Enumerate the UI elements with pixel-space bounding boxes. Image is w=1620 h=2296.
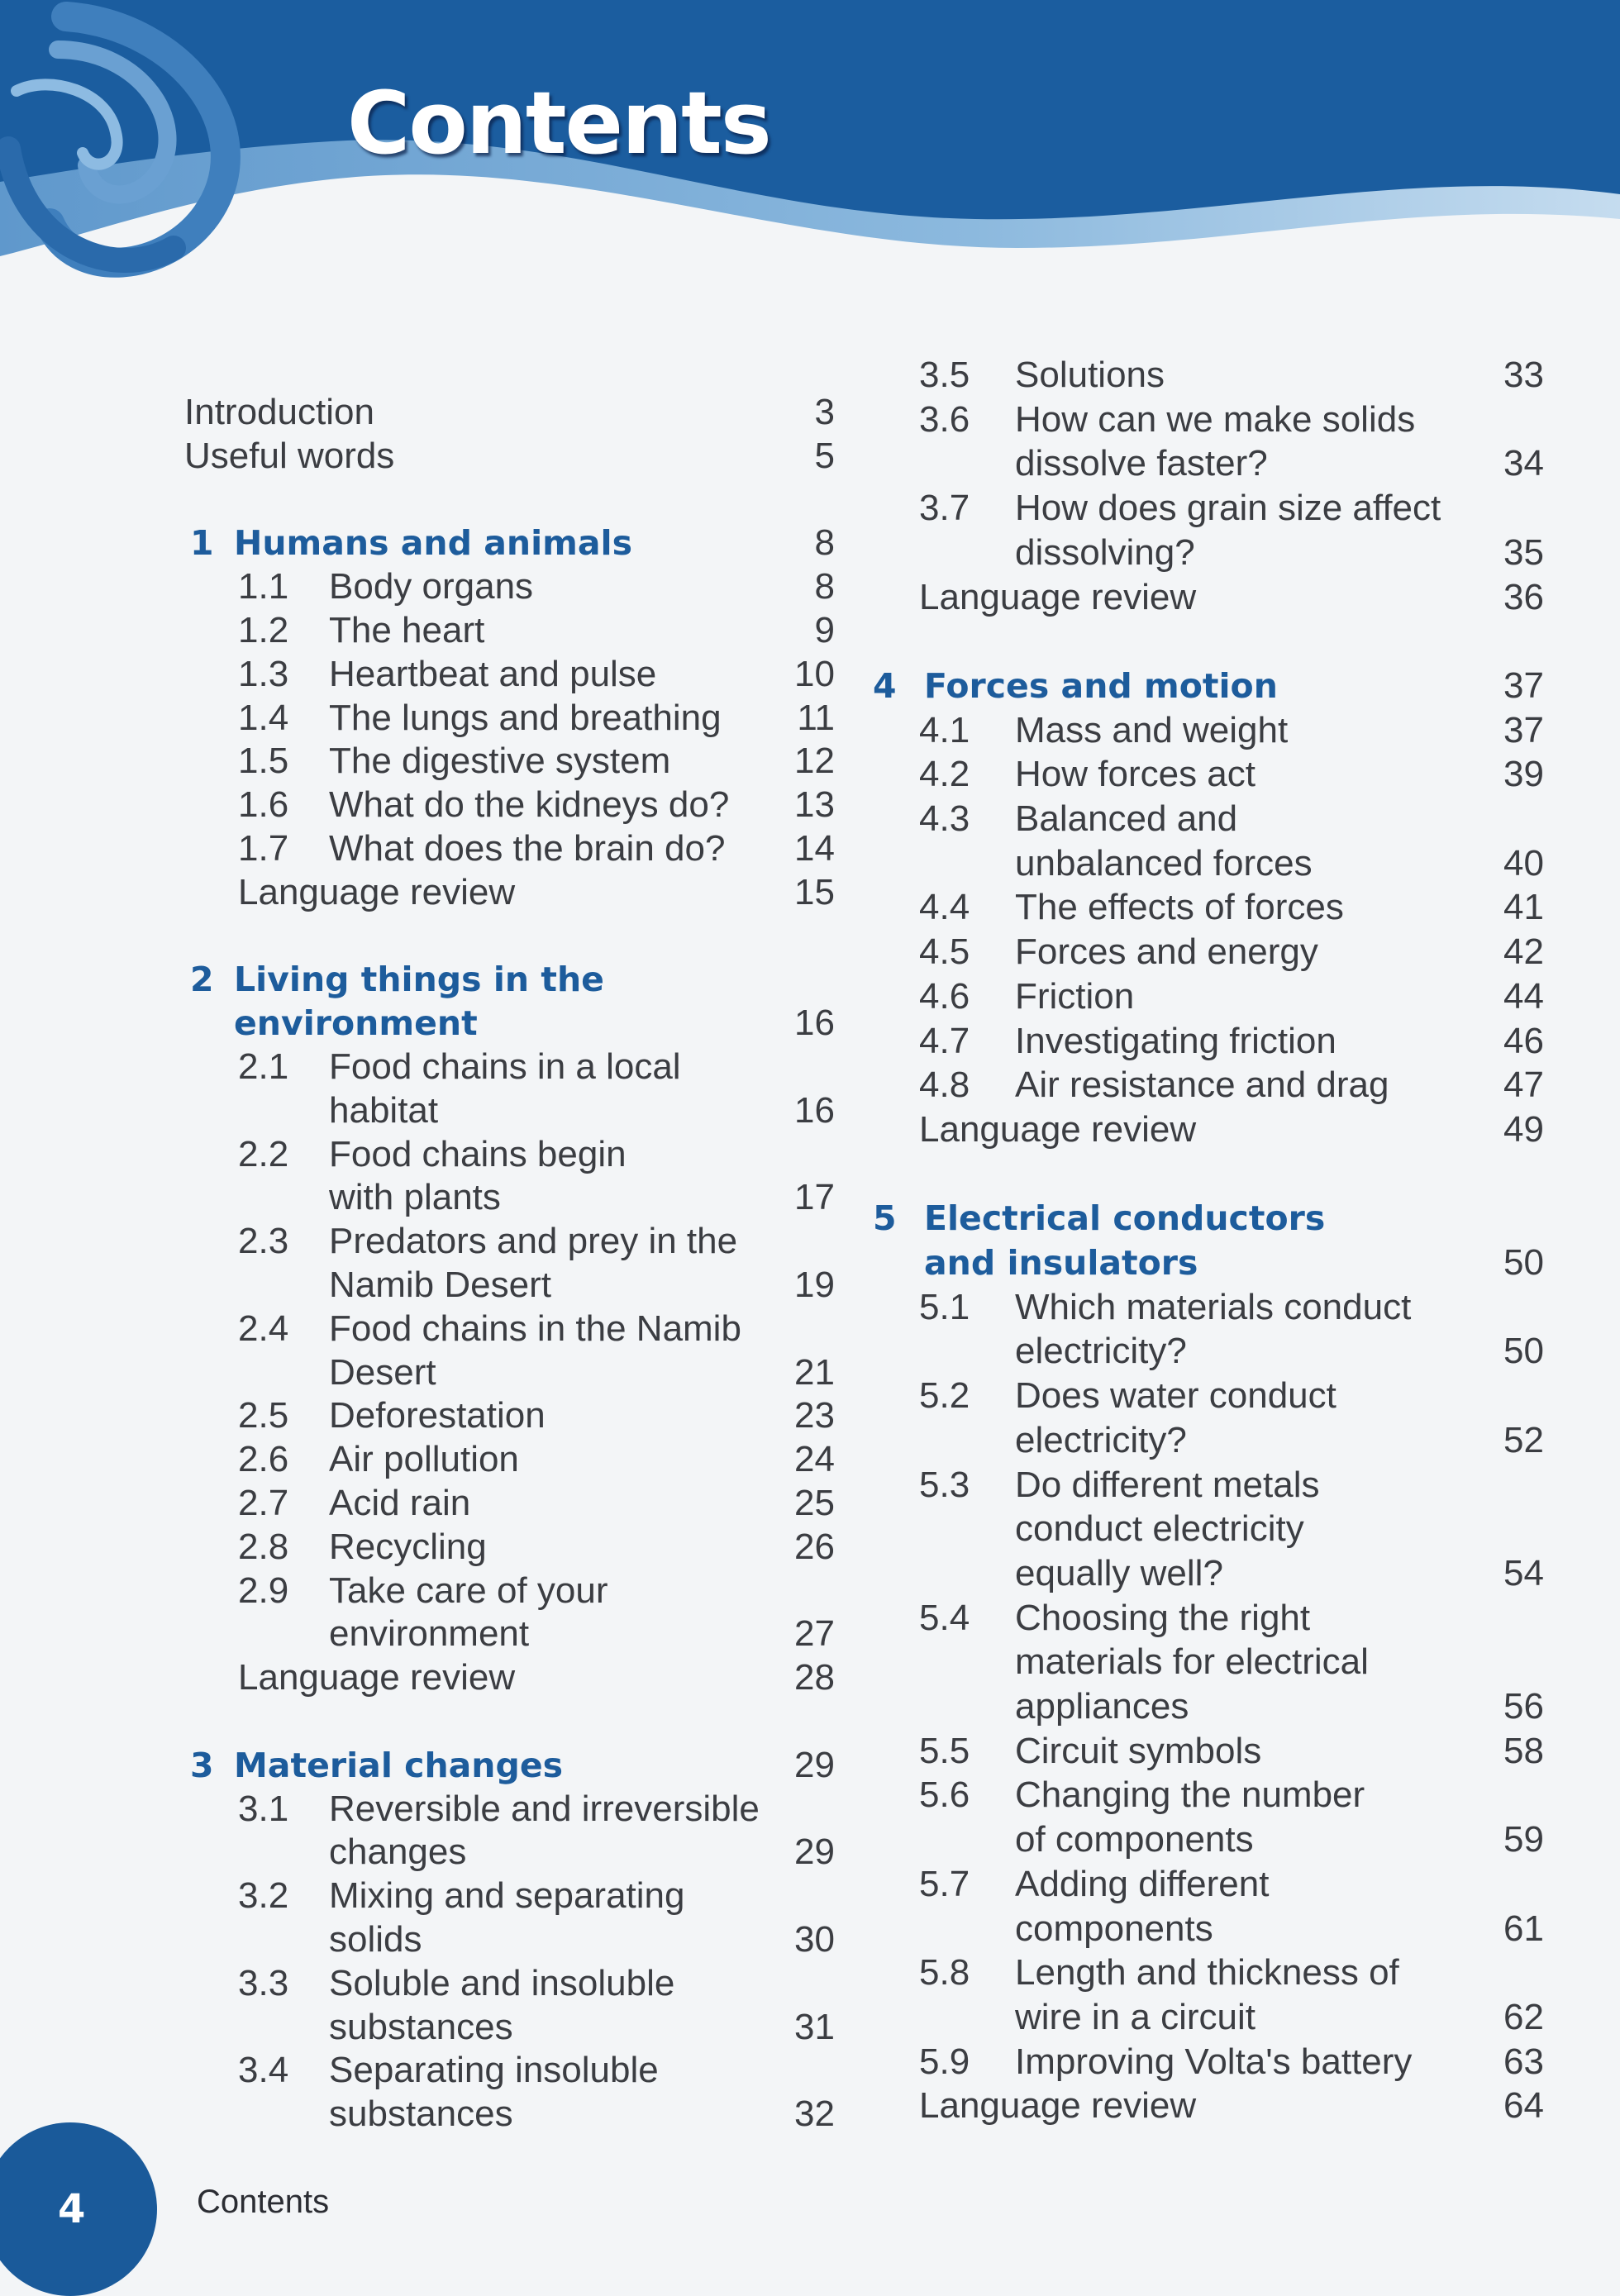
- page-number-ref: 40: [1503, 843, 1544, 884]
- page-number-ref: 36: [1503, 577, 1544, 617]
- page-number-ref: 33: [1503, 355, 1544, 395]
- section-number: 5.9: [919, 2041, 970, 2082]
- language-review-link[interactable]: Language review: [919, 577, 1197, 617]
- section-number: 3.5: [919, 355, 970, 395]
- section-number: 3.2: [238, 1875, 289, 1916]
- chapter-title[interactable]: Living things in the: [234, 960, 604, 999]
- toc-entry-title[interactable]: Reversible and irreversible: [329, 1789, 760, 1829]
- section-number: 3.6: [919, 399, 970, 440]
- section-number: 1.2: [238, 610, 289, 650]
- section-number: 1.5: [238, 741, 289, 781]
- section-number: 2.3: [238, 1221, 289, 1261]
- chapter-title[interactable]: Material changes: [234, 1746, 564, 1785]
- page-number-ref: 35: [1503, 532, 1544, 573]
- section-number: 2.6: [238, 1439, 289, 1479]
- page-number-ref: 13: [794, 784, 835, 825]
- page-number-ref: 12: [794, 741, 835, 781]
- toc-entry-title[interactable]: Does water conduct: [1015, 1375, 1336, 1416]
- chapter-title[interactable]: environment: [234, 1003, 478, 1043]
- toc-entry-title[interactable]: Balanced and: [1015, 798, 1238, 839]
- toc-entry-title[interactable]: appliances: [1015, 1686, 1189, 1727]
- toc-entry-title[interactable]: The effects of forces: [1015, 887, 1344, 927]
- page-number-ref: 58: [1503, 1731, 1544, 1771]
- toc-entry-title[interactable]: substances: [329, 2007, 513, 2047]
- toc-entry-title[interactable]: of components: [1015, 1819, 1254, 1860]
- page-number-ref: 39: [1503, 754, 1544, 794]
- section-number: 2.5: [238, 1395, 289, 1436]
- chapter-number: 4: [873, 666, 897, 706]
- page-number-ref: 37: [1503, 710, 1544, 750]
- section-number: 3.1: [238, 1789, 289, 1829]
- toc-entry-title[interactable]: with plants: [329, 1177, 501, 1217]
- section-number: 5.6: [919, 1774, 970, 1815]
- page-number-ref: 25: [794, 1483, 835, 1523]
- toc-entry-title[interactable]: Acid rain: [329, 1483, 471, 1523]
- chapter-number: 1: [190, 523, 214, 563]
- page-number-ref: 21: [794, 1352, 835, 1393]
- page-number-ref: 46: [1503, 1021, 1544, 1061]
- chapter-number: 5: [873, 1198, 897, 1238]
- page-number-ref: 28: [794, 1657, 835, 1698]
- page-number-ref: 59: [1503, 1819, 1544, 1860]
- toc-entry-title[interactable]: What does the brain do?: [329, 828, 726, 869]
- section-number: 3.4: [238, 2050, 289, 2090]
- section-number: 3.3: [238, 1963, 289, 2003]
- toc-entry-title[interactable]: Separating insoluble: [329, 2050, 659, 2090]
- page-number-ref: 42: [1503, 931, 1544, 972]
- section-number: 2.9: [238, 1570, 289, 1611]
- toc-entry-title[interactable]: Adding different: [1015, 1864, 1270, 1904]
- toc-entry-title[interactable]: Mass and weight: [1015, 710, 1289, 750]
- page-number-ref: 32: [794, 2094, 835, 2134]
- language-review-link[interactable]: Language review: [919, 2085, 1197, 2126]
- toc-entry-title[interactable]: Food chains begin: [329, 1134, 627, 1174]
- toc-entry-title[interactable]: Choosing the right: [1015, 1598, 1311, 1638]
- chapter-title[interactable]: Humans and animals: [234, 523, 632, 563]
- toc-entry-title[interactable]: components: [1015, 1908, 1213, 1949]
- toc-entry-title[interactable]: materials for electrical: [1015, 1641, 1369, 1682]
- toc-entry-title[interactable]: unbalanced forces: [1015, 843, 1313, 884]
- page-number-ref: 50: [1503, 1331, 1544, 1371]
- toc-entry-title[interactable]: How does grain size affect: [1015, 488, 1441, 528]
- section-number: 4.1: [919, 710, 970, 750]
- toc-entry-title[interactable]: Circuit symbols: [1015, 1731, 1262, 1771]
- page-number-ref: 61: [1503, 1908, 1544, 1949]
- section-number: 4.2: [919, 754, 970, 794]
- toc-entry-title[interactable]: conduct electricity: [1015, 1508, 1304, 1549]
- page-number-ref: 44: [1503, 976, 1544, 1017]
- page-number-ref: 64: [1503, 2085, 1544, 2126]
- toc-entry-title[interactable]: Which materials conduct: [1015, 1287, 1412, 1327]
- section-number: 1.1: [238, 566, 289, 607]
- toc-entry-title[interactable]: Mixing and separating: [329, 1875, 685, 1916]
- header-wave-banner: [0, 0, 1620, 347]
- toc-entry-title[interactable]: What do the kidneys do?: [329, 784, 730, 825]
- toc-entry-title[interactable]: Friction: [1015, 976, 1135, 1017]
- toc-entry-title[interactable]: changes: [329, 1832, 467, 1872]
- section-number: 5.2: [919, 1375, 970, 1416]
- chapter-title[interactable]: Electrical conductors: [924, 1198, 1326, 1238]
- section-number: 2.2: [238, 1134, 289, 1174]
- toc-entry-title[interactable]: Forces and energy: [1015, 931, 1318, 972]
- chapter-title[interactable]: Forces and motion: [924, 666, 1278, 706]
- section-number: 4.3: [919, 798, 970, 839]
- toc-entry-title[interactable]: Take care of your: [329, 1570, 608, 1611]
- page-number-ref: 41: [1503, 887, 1544, 927]
- toc-entry-title[interactable]: Solutions: [1015, 355, 1165, 395]
- page-number-ref: 63: [1503, 2041, 1544, 2082]
- page-number-ref: 52: [1503, 1420, 1544, 1460]
- page-number-ref: 56: [1503, 1686, 1544, 1727]
- toc-entry-title[interactable]: The lungs and breathing: [329, 698, 722, 738]
- section-number: 5.8: [919, 1952, 970, 1993]
- section-number: 1.4: [238, 698, 289, 738]
- section-number: 2.1: [238, 1046, 289, 1087]
- toc-entry-title[interactable]: Predators and prey in the: [329, 1221, 738, 1261]
- toc-entry-title[interactable]: Changing the number: [1015, 1774, 1365, 1815]
- page-number-ref: 19: [794, 1265, 835, 1305]
- toc-entry-title[interactable]: Investigating friction: [1015, 1021, 1336, 1061]
- page-number-ref: 34: [1503, 443, 1544, 483]
- page-number-ref: 54: [1503, 1553, 1544, 1593]
- section-number: 4.5: [919, 931, 970, 972]
- page-number-ref: 47: [1503, 1065, 1544, 1105]
- section-number: 5.1: [919, 1287, 970, 1327]
- toc-entry-title[interactable]: substances: [329, 2094, 513, 2134]
- page-number-ref: 8: [814, 566, 835, 607]
- toc-entry-title[interactable]: Air pollution: [329, 1439, 519, 1479]
- toc-entry-title[interactable]: solids: [329, 1919, 422, 1960]
- toc-entry-title[interactable]: Improving Volta's battery: [1015, 2041, 1413, 2082]
- language-review-link[interactable]: Language review: [238, 1657, 516, 1698]
- section-number: 4.4: [919, 887, 970, 927]
- section-number: 4.6: [919, 976, 970, 1017]
- section-number: 4.7: [919, 1021, 970, 1061]
- toc-entry-title[interactable]: electricity?: [1015, 1420, 1187, 1460]
- toc-entry-title[interactable]: Food chains in the Namib: [329, 1308, 741, 1349]
- toc-entry-title[interactable]: Do different metals: [1015, 1465, 1320, 1505]
- page-number-ref: 15: [794, 872, 835, 912]
- page-number-ref: 29: [794, 1832, 835, 1872]
- page-number: 4: [58, 2186, 86, 2232]
- toc-entry-title[interactable]: Useful words: [184, 436, 395, 476]
- section-number: 3.7: [919, 488, 970, 528]
- toc-entry-title[interactable]: Length and thickness of: [1015, 1952, 1399, 1993]
- toc-entry-title[interactable]: environment: [329, 1613, 530, 1654]
- toc-entry-title[interactable]: Namib Desert: [329, 1265, 551, 1305]
- page-number-ref: 17: [794, 1177, 835, 1217]
- toc-entry-title[interactable]: Deforestation: [329, 1395, 546, 1436]
- section-number: 2.8: [238, 1527, 289, 1567]
- page-number-ref: 5: [814, 436, 835, 476]
- section-number: 2.4: [238, 1308, 289, 1349]
- page-number-ref: 29: [794, 1745, 835, 1785]
- page-number-ref: 23: [794, 1395, 835, 1436]
- page-number-ref: 8: [814, 522, 835, 563]
- toc-entry-title[interactable]: Air resistance and drag: [1015, 1065, 1389, 1105]
- toc-entry-title[interactable]: Recycling: [329, 1527, 487, 1567]
- toc-entry-title[interactable]: dissolve faster?: [1015, 443, 1268, 483]
- language-review-link[interactable]: Language review: [238, 872, 516, 912]
- page-number-ref: 16: [794, 1090, 835, 1131]
- page-number-ref: 30: [794, 1919, 835, 1960]
- toc-entry-title[interactable]: The digestive system: [329, 741, 671, 781]
- toc-entry-title[interactable]: electricity?: [1015, 1331, 1187, 1371]
- section-number: 1.6: [238, 784, 289, 825]
- toc-entry-title[interactable]: wire in a circuit: [1015, 1997, 1256, 2037]
- toc-entry-title[interactable]: equally well?: [1015, 1553, 1223, 1593]
- toc-entry-title[interactable]: Introduction: [184, 392, 374, 432]
- page-number-ref: 50: [1503, 1242, 1544, 1283]
- toc-entry-title[interactable]: The heart: [329, 610, 485, 650]
- toc-entry-title[interactable]: How can we make solids: [1015, 399, 1416, 440]
- toc-entry-title[interactable]: Food chains in a local: [329, 1046, 681, 1087]
- toc-entry-title[interactable]: Soluble and insoluble: [329, 1963, 675, 2003]
- chapter-number: 2: [190, 960, 214, 999]
- toc-entry-title[interactable]: How forces act: [1015, 754, 1256, 794]
- page-number-ref: 3: [814, 392, 835, 432]
- toc-entry-title[interactable]: Heartbeat and pulse: [329, 654, 657, 694]
- page-number-ref: 24: [794, 1439, 835, 1479]
- page-number-ref: 14: [794, 828, 835, 869]
- language-review-link[interactable]: Language review: [919, 1109, 1197, 1150]
- page-number-ref: 37: [1503, 665, 1544, 706]
- page-number-ref: 16: [794, 1003, 835, 1043]
- page-number-ref: 9: [814, 610, 835, 650]
- footer-label: Contents: [197, 2184, 330, 2220]
- toc-entry-title[interactable]: dissolving?: [1015, 532, 1195, 573]
- page-number-ref: 62: [1503, 1997, 1544, 2037]
- page-number-ref: 27: [794, 1613, 835, 1654]
- section-number: 5.5: [919, 1731, 970, 1771]
- toc-entry-title[interactable]: Body organs: [329, 566, 534, 607]
- page-title: Contents: [347, 73, 770, 174]
- section-number: 1.7: [238, 828, 289, 869]
- section-number: 4.8: [919, 1065, 970, 1105]
- page-number-ref: 10: [794, 654, 835, 694]
- page-number-ref: 31: [794, 2007, 835, 2047]
- chapter-number: 3: [190, 1746, 214, 1785]
- section-number: 5.7: [919, 1864, 970, 1904]
- page-number-ref: 49: [1503, 1109, 1544, 1150]
- page-number-ref: 26: [794, 1527, 835, 1567]
- section-number: 2.7: [238, 1483, 289, 1523]
- toc-entry-title[interactable]: Desert: [329, 1352, 436, 1393]
- toc-entry-title[interactable]: habitat: [329, 1090, 439, 1131]
- section-number: 5.3: [919, 1465, 970, 1505]
- section-number: 1.3: [238, 654, 289, 694]
- section-number: 5.4: [919, 1598, 970, 1638]
- chapter-title[interactable]: and insulators: [924, 1243, 1198, 1283]
- page-number-ref: 11: [797, 698, 835, 738]
